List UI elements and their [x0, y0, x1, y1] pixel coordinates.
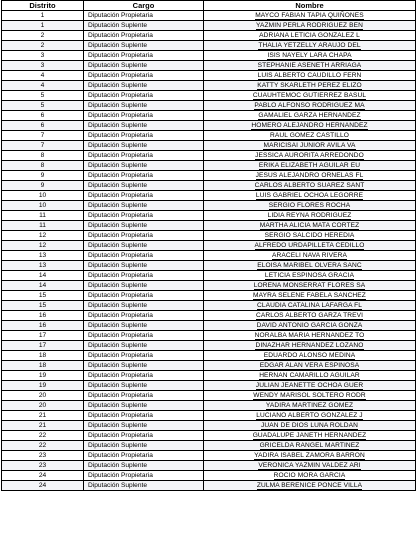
- distrito-cell[interactable]: 17: [2, 331, 84, 341]
- nombre-text: HERNAN CAMARILLO AGUILAR: [259, 372, 360, 379]
- nombre-text: MAYCO FABIAN TAPIA QUIÑONES: [255, 12, 364, 19]
- nombre-text: CUAUHTEMOC GUTIERREZ BASUL: [252, 92, 367, 99]
- distrito-cell[interactable]: 21: [2, 411, 84, 421]
- table-row[interactable]: [2, 61, 416, 71]
- distrito-cell[interactable]: 11: [2, 211, 84, 221]
- nombre-text: RAUL GOMEZ CASTILLO: [270, 132, 349, 139]
- table-row[interactable]: [2, 341, 416, 351]
- distrito-cell[interactable]: 6: [2, 111, 84, 121]
- nombre-text: PABLO ALFONSO RODRIGUEZ MA: [254, 102, 365, 109]
- nombre-cell[interactable]: [204, 261, 416, 271]
- distrito-cell[interactable]: 12: [2, 231, 84, 241]
- nombre-cell[interactable]: [204, 131, 416, 141]
- cargo-cell[interactable]: Diputación Propietaria: [84, 91, 204, 101]
- distrito-cell[interactable]: 22: [2, 431, 84, 441]
- cargo-cell[interactable]: Diputación Suplente: [84, 81, 204, 91]
- table-row[interactable]: [2, 91, 416, 101]
- nombre-cell[interactable]: [204, 471, 416, 481]
- distrito-cell[interactable]: 14: [2, 281, 84, 291]
- cargo-cell[interactable]: Diputación Suplente: [84, 321, 204, 331]
- distrito-cell[interactable]: 24: [2, 471, 84, 481]
- distrito-cell[interactable]: 11: [2, 221, 84, 231]
- cargo-cell[interactable]: Diputación Propietaria: [84, 431, 204, 441]
- nombre-text: HOMERO ALEJANDRO HERNANDEZ: [251, 122, 368, 129]
- nombre-cell[interactable]: [204, 31, 416, 41]
- cargo-cell[interactable]: Diputación Suplente: [84, 101, 204, 111]
- nombre-cell[interactable]: [204, 371, 416, 381]
- nombre-text: DAVID ANTONIO GARCIA GONZA: [256, 322, 363, 329]
- table-row[interactable]: [2, 401, 416, 411]
- header-distrito[interactable]: Distrito: [2, 1, 84, 11]
- table-row[interactable]: [2, 171, 416, 181]
- distrito-cell[interactable]: 9: [2, 171, 84, 181]
- cargo-cell[interactable]: Diputación Propietaria: [84, 271, 204, 281]
- cargo-cell[interactable]: Diputación Propietaria: [84, 251, 204, 261]
- nombre-text: JESUS ALEJANDRO ORNELAS FL: [255, 172, 364, 179]
- nombre-text: GAMALIEL GARZA HERNANDEZ: [258, 112, 361, 119]
- nombre-cell[interactable]: [204, 171, 416, 181]
- cargo-cell[interactable]: Diputación Propietaria: [84, 371, 204, 381]
- nombre-cell[interactable]: [204, 51, 416, 61]
- cargo-cell[interactable]: Diputación Propietaria: [84, 471, 204, 481]
- cargo-cell[interactable]: Diputación Suplente: [84, 21, 204, 31]
- cargo-cell[interactable]: Diputación Propietaria: [84, 311, 204, 321]
- table-row[interactable]: [2, 141, 416, 151]
- nombre-text: MAYRA SELENE FABELA SANCHEZ: [253, 292, 366, 299]
- cargo-cell[interactable]: Diputación Propietaria: [84, 351, 204, 361]
- nombre-cell[interactable]: [204, 281, 416, 291]
- table-row[interactable]: [2, 181, 416, 191]
- nombre-cell[interactable]: [204, 201, 416, 211]
- nombre-text: DINAZHAR HERNANDEZ LOZANO: [255, 342, 364, 349]
- table-row[interactable]: [2, 51, 416, 61]
- table-row[interactable]: [2, 21, 416, 31]
- table-row[interactable]: [2, 131, 416, 141]
- table-row[interactable]: [2, 431, 416, 441]
- table-row[interactable]: [2, 261, 416, 271]
- nombre-cell[interactable]: [204, 411, 416, 421]
- nombre-text: JUAN DE DIOS LUNA ROLDAN: [261, 422, 358, 429]
- nombre-cell[interactable]: [204, 361, 416, 371]
- nombre-cell[interactable]: [204, 101, 416, 111]
- nombre-cell[interactable]: [204, 71, 416, 81]
- table-row[interactable]: [2, 451, 416, 461]
- distrito-cell[interactable]: 23: [2, 461, 84, 471]
- nombre-cell[interactable]: [204, 191, 416, 201]
- cargo-cell[interactable]: Diputación Suplente: [84, 161, 204, 171]
- header-nombre[interactable]: Nombre: [204, 1, 416, 11]
- nombre-text: YADIRA ISABEL ZAMORA BARRON: [254, 452, 365, 459]
- cargo-cell[interactable]: Diputación Suplente: [84, 221, 204, 231]
- nombre-text: EDUARDO ALONSO MEDINA: [263, 352, 356, 359]
- cargo-cell[interactable]: Diputación Suplente: [84, 381, 204, 391]
- distrito-cell[interactable]: 15: [2, 301, 84, 311]
- nombre-text: NORALBA MARIA HERNANDEZ TO: [254, 332, 365, 339]
- nombre-text: ARACELI NAVA RIVERA: [272, 252, 347, 259]
- nombre-cell[interactable]: [204, 341, 416, 351]
- cargo-cell[interactable]: Diputación Suplente: [84, 341, 204, 351]
- nombre-text: ERIKA ELIZABETH AGUILAR EU: [258, 162, 361, 169]
- cargo-cell[interactable]: Diputación Propietaria: [84, 451, 204, 461]
- nombre-cell[interactable]: [204, 151, 416, 161]
- nombre-cell[interactable]: [204, 221, 416, 231]
- table-row[interactable]: [2, 351, 416, 361]
- cargo-cell[interactable]: Diputación Propietaria: [84, 11, 204, 21]
- nombre-cell[interactable]: [204, 61, 416, 71]
- nombre-text: EDGAR ALAN VERA ESPINOSA: [259, 362, 360, 369]
- nombre-text: ISIS NAYELY LARA CHAPA: [267, 52, 352, 59]
- distrito-cell[interactable]: 20: [2, 391, 84, 401]
- cargo-cell[interactable]: Diputación Propietaria: [84, 71, 204, 81]
- table-row[interactable]: [2, 101, 416, 111]
- cargo-cell[interactable]: Diputación Suplente: [84, 201, 204, 211]
- cargo-cell[interactable]: Diputación Suplente: [84, 41, 204, 51]
- table-row[interactable]: [2, 281, 416, 291]
- cargo-cell[interactable]: Diputación Suplente: [84, 401, 204, 411]
- table-row[interactable]: [2, 121, 416, 131]
- distrito-cell[interactable]: 13: [2, 251, 84, 261]
- nombre-text: CLAUDIA CATALINA LAFARGA FL: [256, 302, 363, 309]
- cargo-cell[interactable]: Diputación Propietaria: [84, 411, 204, 421]
- cargo-cell[interactable]: Diputación Suplente: [84, 421, 204, 431]
- nombre-text: YAZMIN PERLA RODRIGUEZ BEN: [256, 22, 363, 29]
- distrito-cell[interactable]: 12: [2, 241, 84, 251]
- cargo-cell[interactable]: Diputación Propietaria: [84, 171, 204, 181]
- nombre-text: ELOISA MARIBEL OLVERA SANC: [257, 262, 362, 269]
- nombre-text: VERONICA YAZMIN VALDEZ ARI: [258, 462, 361, 469]
- cargo-cell[interactable]: Diputación Propietaria: [84, 331, 204, 341]
- nombre-cell[interactable]: [204, 121, 416, 131]
- table-body: [2, 11, 416, 491]
- nombre-text: LETICIA ESPINOSA GRACIA: [264, 272, 355, 279]
- nombre-cell[interactable]: [204, 481, 416, 491]
- nombre-cell[interactable]: [204, 11, 416, 21]
- nombre-cell[interactable]: [204, 251, 416, 261]
- nombre-text: SERGIO FLORES ROCHA: [268, 202, 351, 209]
- table-row[interactable]: [2, 191, 416, 201]
- table-row[interactable]: [2, 271, 416, 281]
- table-row[interactable]: [2, 291, 416, 301]
- nombre-cell[interactable]: [204, 211, 416, 221]
- distrito-cell[interactable]: 3: [2, 51, 84, 61]
- cargo-cell[interactable]: Diputación Propietaria: [84, 191, 204, 201]
- header-cargo[interactable]: Cargo: [84, 1, 204, 11]
- distrito-cell[interactable]: 18: [2, 351, 84, 361]
- nombre-text: MARICISAI JUNIOR AVILA VA: [263, 142, 356, 149]
- nombre-text: THALIA YETZELLY ARAUJO DEL: [258, 42, 361, 49]
- distrito-cell[interactable]: 2: [2, 31, 84, 41]
- nombre-text: LIDIA REYNA RODRIGUEZ: [267, 212, 352, 219]
- cargo-cell[interactable]: Diputación Propietaria: [84, 131, 204, 141]
- nombre-text: STEPHANIE ASENETH ARRIAGA: [257, 62, 362, 69]
- distrito-cell[interactable]: 5: [2, 91, 84, 101]
- distrito-cell[interactable]: 15: [2, 291, 84, 301]
- nombre-cell[interactable]: [204, 21, 416, 31]
- nombre-text: ZULMA BERENICE PONCE VILLA: [256, 482, 363, 489]
- distrito-cell[interactable]: 5: [2, 101, 84, 111]
- cargo-cell[interactable]: Diputación Propietaria: [84, 211, 204, 221]
- nombre-cell[interactable]: [204, 431, 416, 441]
- table-row[interactable]: [2, 251, 416, 261]
- nombre-text: GUADALUPE JANETH HERNANDEZ: [252, 432, 367, 439]
- distrito-cell[interactable]: 13: [2, 261, 84, 271]
- distrito-cell[interactable]: 4: [2, 81, 84, 91]
- distrito-cell[interactable]: 24: [2, 481, 84, 491]
- table-row[interactable]: [2, 471, 416, 481]
- distrito-cell[interactable]: 1: [2, 21, 84, 31]
- distrito-cell[interactable]: 3: [2, 61, 84, 71]
- nombre-text: LORENA MONSERRAT FLORES SA: [253, 282, 366, 289]
- nombre-text: CARLOS ALBERTO GARZA TREVI: [255, 312, 364, 319]
- table-row[interactable]: [2, 71, 416, 81]
- distrito-cell[interactable]: 8: [2, 151, 84, 161]
- cargo-cell[interactable]: Diputación Suplente: [84, 481, 204, 491]
- distrito-cell[interactable]: 19: [2, 371, 84, 381]
- table-row[interactable]: [2, 481, 416, 491]
- table-row[interactable]: [2, 31, 416, 41]
- nombre-cell[interactable]: [204, 441, 416, 451]
- nombre-text: ALFREDO URDAPILLETA CEDILLO: [254, 242, 365, 249]
- nombre-cell[interactable]: [204, 161, 416, 171]
- cargo-cell[interactable]: Diputación Suplente: [84, 441, 204, 451]
- cargo-cell[interactable]: Diputación Propietaria: [84, 291, 204, 301]
- distrito-cell[interactable]: 23: [2, 451, 84, 461]
- table-row[interactable]: [2, 311, 416, 321]
- table-row[interactable]: [2, 231, 416, 241]
- distrito-cell[interactable]: 21: [2, 421, 84, 431]
- nombre-cell[interactable]: [204, 41, 416, 51]
- distrito-cell[interactable]: 1: [2, 11, 84, 21]
- table-row[interactable]: [2, 441, 416, 451]
- cargo-cell[interactable]: Diputación Suplente: [84, 241, 204, 251]
- nombre-cell[interactable]: [204, 351, 416, 361]
- distrito-cell[interactable]: 4: [2, 71, 84, 81]
- table-row[interactable]: [2, 151, 416, 161]
- nombre-cell[interactable]: [204, 181, 416, 191]
- table-row[interactable]: [2, 361, 416, 371]
- cargo-cell[interactable]: Diputación Propietaria: [84, 231, 204, 241]
- nombre-cell[interactable]: [204, 91, 416, 101]
- distrito-cell[interactable]: 18: [2, 361, 84, 371]
- distrito-cell[interactable]: 7: [2, 141, 84, 151]
- nombre-cell[interactable]: [204, 331, 416, 341]
- distrito-cell[interactable]: 10: [2, 191, 84, 201]
- table-row[interactable]: [2, 161, 416, 171]
- nombre-text: ROCIO MORA GARCIA: [273, 472, 346, 479]
- table-row[interactable]: [2, 321, 416, 331]
- nombre-cell[interactable]: [204, 461, 416, 471]
- cargo-cell[interactable]: Diputación Propietaria: [84, 391, 204, 401]
- nombre-text: JULIAN JEANETTE OCHOA GUER: [255, 382, 364, 389]
- table-row[interactable]: [2, 391, 416, 401]
- distrito-cell[interactable]: 14: [2, 271, 84, 281]
- distrito-cell[interactable]: 16: [2, 321, 84, 331]
- table-row[interactable]: [2, 461, 416, 471]
- nombre-text: MARTHA ALICIA MATA CORTEZ: [259, 222, 360, 229]
- nombre-text: GRICELDA RANGEL MARTINEZ: [259, 442, 360, 449]
- nombre-cell[interactable]: [204, 141, 416, 151]
- distrito-cell[interactable]: 7: [2, 131, 84, 141]
- nombre-cell[interactable]: [204, 311, 416, 321]
- table-row[interactable]: [2, 381, 416, 391]
- cargo-cell[interactable]: Diputación Suplente: [84, 121, 204, 131]
- table-row[interactable]: [2, 211, 416, 221]
- table-row[interactable]: [2, 81, 416, 91]
- cargo-cell[interactable]: Diputación Suplente: [84, 261, 204, 271]
- cargo-cell[interactable]: Diputación Suplente: [84, 61, 204, 71]
- cargo-cell[interactable]: Diputación Suplente: [84, 141, 204, 151]
- candidates-table: [1, 0, 416, 491]
- nombre-cell[interactable]: [204, 231, 416, 241]
- cargo-cell[interactable]: Diputación Suplente: [84, 281, 204, 291]
- nombre-cell[interactable]: [204, 271, 416, 281]
- nombre-text: CARLOS ALBERTO SUAREZ SANT: [254, 182, 365, 189]
- table-row[interactable]: [2, 11, 416, 21]
- nombre-text: LUCIANO ALBERTO GONZALEZ J: [256, 412, 363, 419]
- nombre-text: JESSICA AURORITA ARREDONDO: [255, 152, 364, 159]
- cargo-cell[interactable]: Diputación Suplente: [84, 301, 204, 311]
- table-row[interactable]: [2, 201, 416, 211]
- cargo-cell[interactable]: Diputación Suplente: [84, 181, 204, 191]
- table-header: [2, 1, 416, 11]
- table-row[interactable]: [2, 331, 416, 341]
- cargo-cell[interactable]: Diputación Propietaria: [84, 31, 204, 41]
- nombre-text: LUIS GABRIEL OCHOA LEGORRE: [255, 192, 364, 199]
- distrito-cell[interactable]: 20: [2, 401, 84, 411]
- distrito-cell[interactable]: 2: [2, 41, 84, 51]
- nombre-text: LUIS ALBERTO CAUDILLO FERN: [257, 72, 362, 79]
- table-row[interactable]: [2, 41, 416, 51]
- nombre-cell[interactable]: [204, 241, 416, 251]
- table-row[interactable]: [2, 371, 416, 381]
- table-row[interactable]: [2, 111, 416, 121]
- nombre-cell[interactable]: [204, 401, 416, 411]
- nombre-cell[interactable]: [204, 381, 416, 391]
- table-row[interactable]: [2, 301, 416, 311]
- table-row[interactable]: [2, 411, 416, 421]
- cargo-cell[interactable]: Diputación Suplente: [84, 361, 204, 371]
- nombre-cell[interactable]: [204, 111, 416, 121]
- nombre-cell[interactable]: [204, 451, 416, 461]
- nombre-text: SERGIO SALCIDO HEREDIA: [264, 232, 355, 239]
- distrito-cell[interactable]: 8: [2, 161, 84, 171]
- nombre-text: YADIRA MARTINEZ GOMEZ: [265, 402, 354, 409]
- distrito-cell[interactable]: 22: [2, 441, 84, 451]
- nombre-text: ADRIANA LETICIA GONZALEZ L: [259, 32, 360, 39]
- table-row[interactable]: [2, 221, 416, 231]
- nombre-cell[interactable]: [204, 391, 416, 401]
- distrito-cell[interactable]: 16: [2, 311, 84, 321]
- nombre-text: WENDY MARISOL SOLTERO RODR: [253, 392, 366, 399]
- table-row[interactable]: [2, 241, 416, 251]
- cargo-cell[interactable]: Diputación Suplente: [84, 461, 204, 471]
- nombre-cell[interactable]: [204, 421, 416, 431]
- nombre-cell[interactable]: [204, 291, 416, 301]
- distrito-cell[interactable]: 10: [2, 201, 84, 211]
- distrito-cell[interactable]: 6: [2, 121, 84, 131]
- nombre-cell[interactable]: [204, 301, 416, 311]
- cargo-cell[interactable]: Diputación Propietaria: [84, 151, 204, 161]
- distrito-cell[interactable]: 17: [2, 341, 84, 351]
- header-row: [2, 1, 416, 11]
- cargo-cell[interactable]: Diputación Propietaria: [84, 111, 204, 121]
- cargo-cell[interactable]: Diputación Propietaria: [84, 51, 204, 61]
- nombre-cell[interactable]: [204, 81, 416, 91]
- distrito-cell[interactable]: 9: [2, 181, 84, 191]
- nombre-cell[interactable]: [204, 321, 416, 331]
- nombre-text: KATTY SKARLETH PEREZ ELIZO: [257, 82, 362, 89]
- distrito-cell[interactable]: 19: [2, 381, 84, 391]
- table-row[interactable]: [2, 421, 416, 431]
